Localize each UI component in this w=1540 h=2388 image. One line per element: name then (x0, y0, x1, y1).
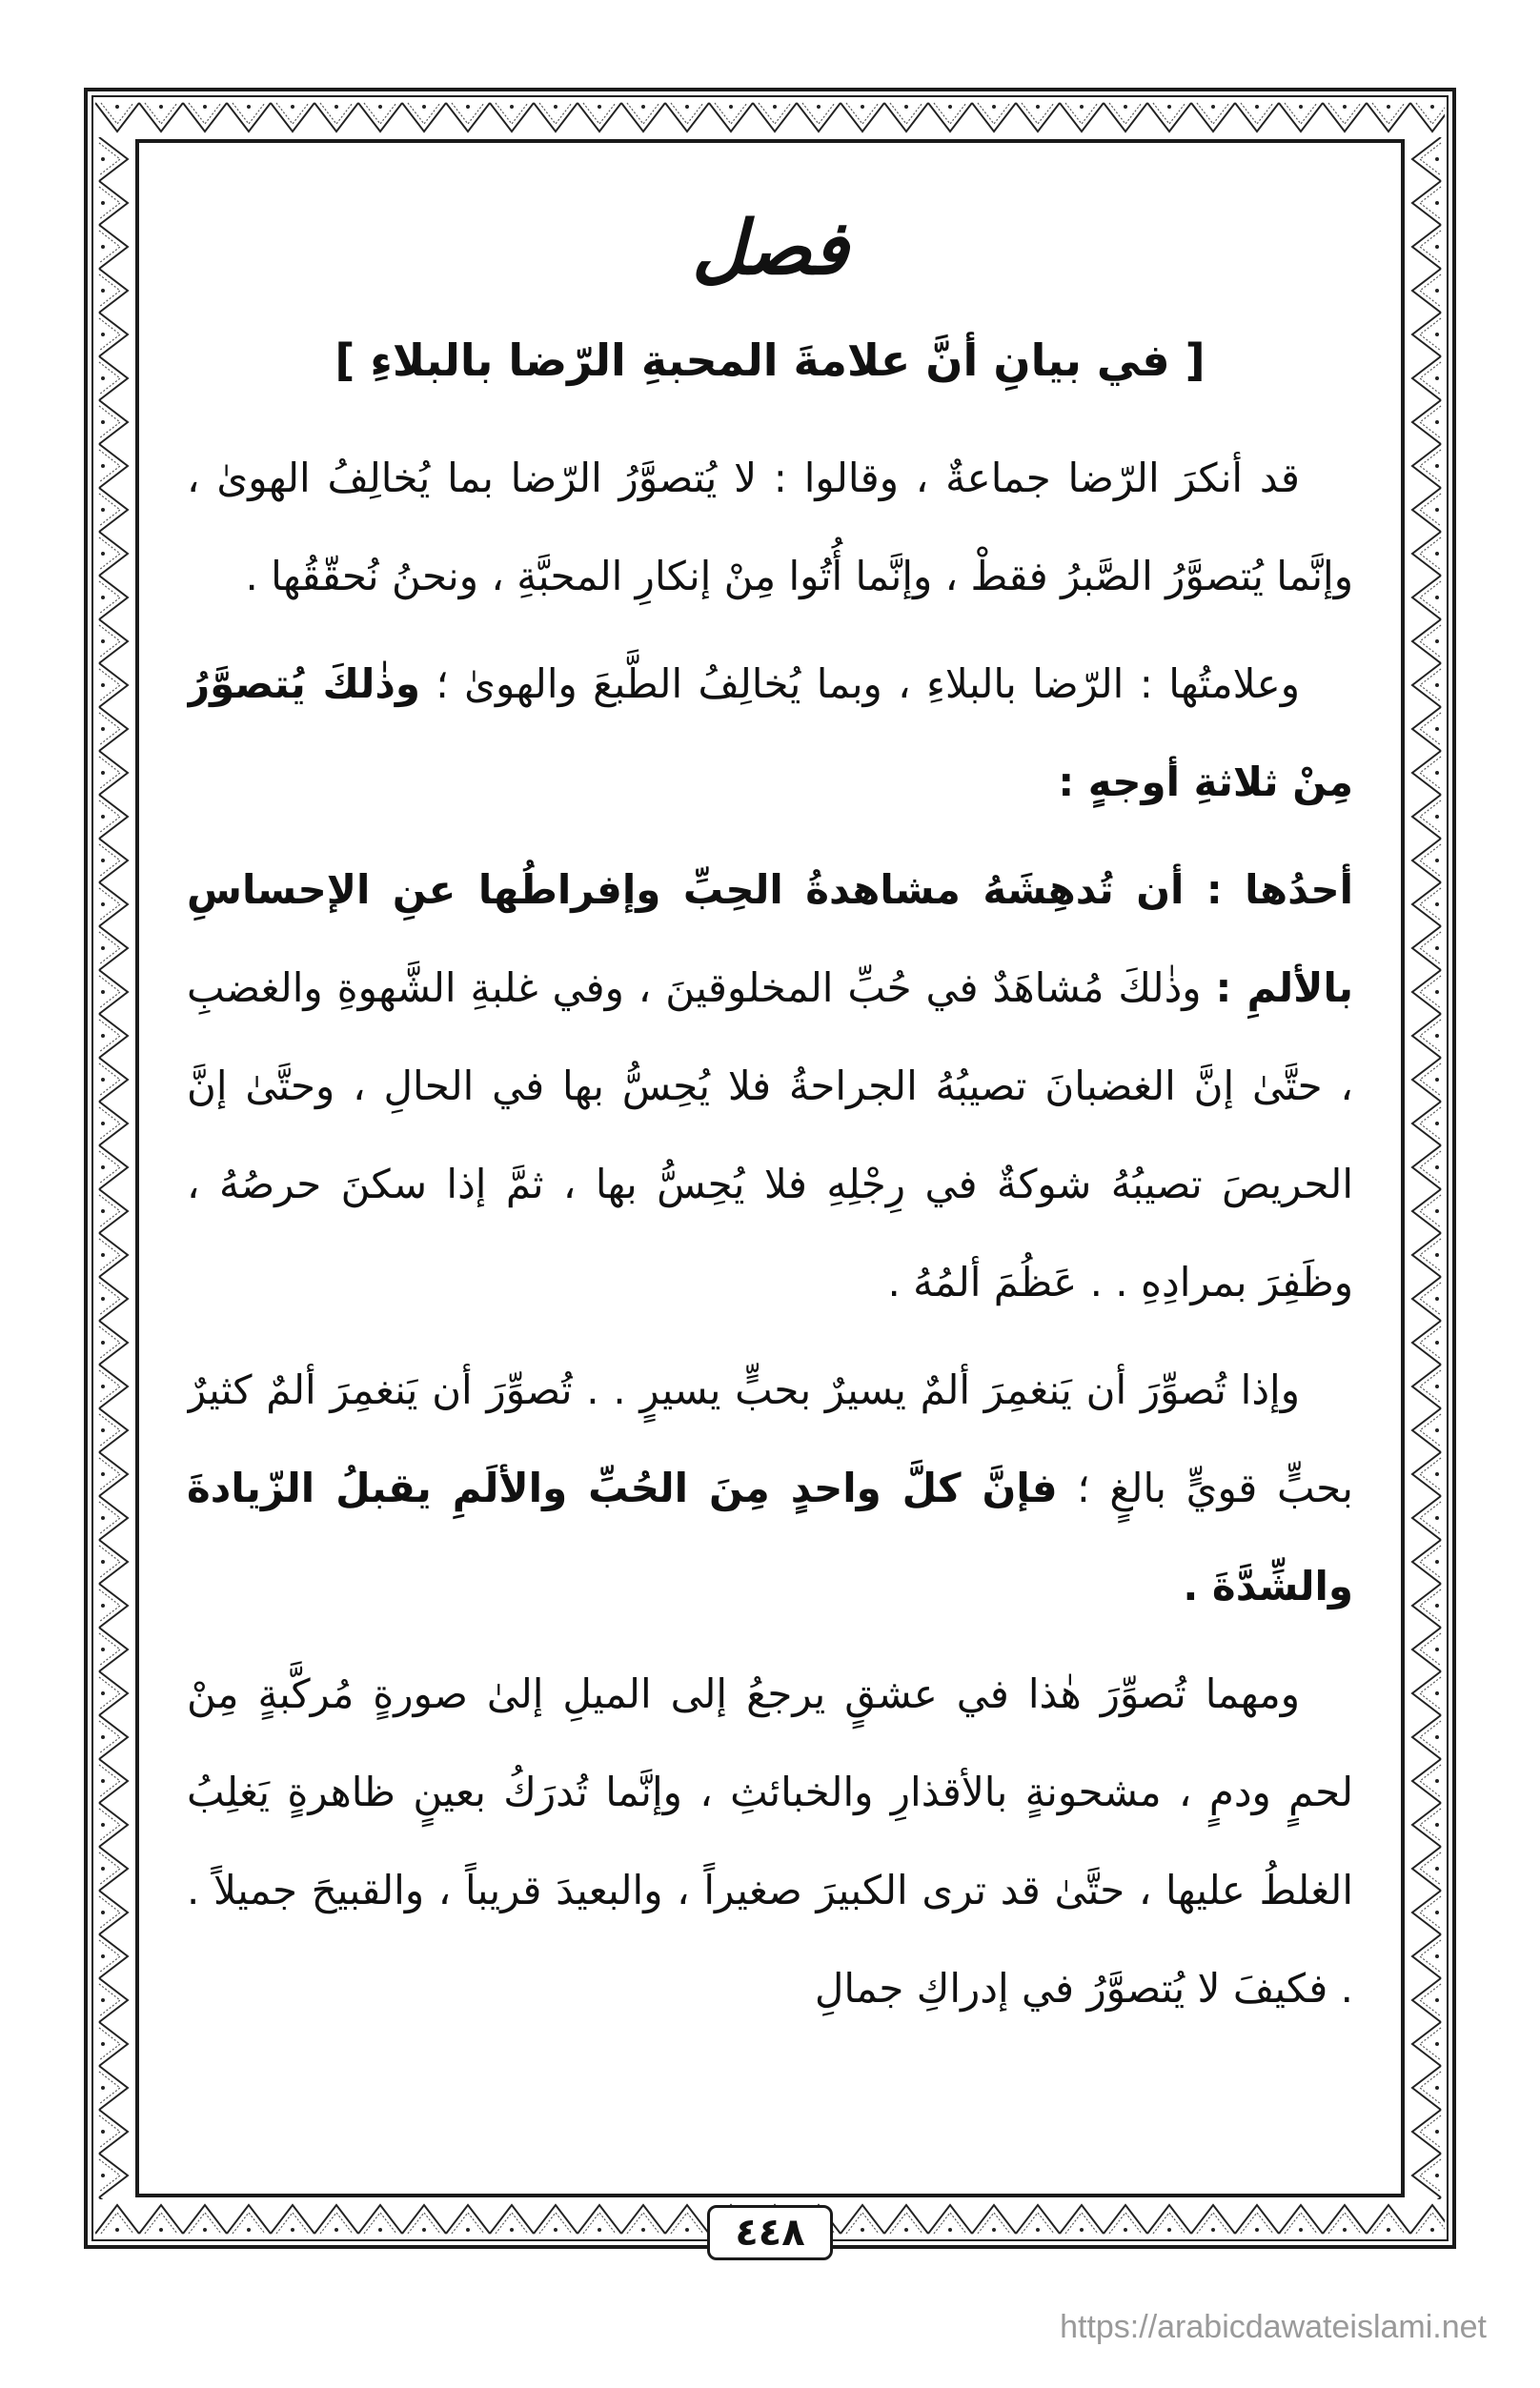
paragraph-bold-tail: وذٰلكَ يُتصوَّرُ مِنْ ثلاثةِ أوجهٍ : (187, 660, 1353, 805)
chapter-title: [ في بيانِ أنَّ علامةَ المحبةِ الرّضا بالبلاءِ ] (334, 334, 1206, 386)
zigzag-ornament-top (95, 99, 1445, 137)
zigzag-ornament-left (95, 137, 133, 2199)
section-heading-calligraphy: فصل (692, 205, 848, 292)
paragraph-text: وإذا تُصوِّرَ أن يَنغمِرَ ألمٌ يسيرٌ بحبٍّ يسيرٍ . . تُصوِّرَ أن يَنغمِرَ ألمٌ كثيرٌ بحبٍّ قويٍّ بالغٍ ؛ (187, 1366, 1353, 1511)
paragraph-bold-lead: أحدُها : أن تُدهِشَهُ مشاهدةُ الحِبِّ وإفراطُها عنِ الإحساسِ بالألمِ : (187, 866, 1353, 1011)
paragraph-4 (187, 1341, 1353, 1635)
paragraph-text: قد أنكرَ الرّضا جماعةٌ ، وقالوا : لا يُتصوَّرُ الرّضا بما يُخالِفُ الهوىٰ ، وإنَّما يُتصوَّرُ الصَّبرُ فقطْ ، وإنَّما أُتُوا مِنْ إنكارِ المحبَّةِ ، ونحنُ نُحقّقُها . (187, 455, 1353, 599)
paragraph-text: وعلامتُها : الرّضا بالبلاءِ ، وبما يُخالِفُ الطَّبعَ والهوىٰ ؛ (420, 660, 1300, 707)
paragraph-bold-tail: فإنَّ كلَّ واحدٍ مِنَ الحُبِّ والألَمِ يقبلُ الزّيادةَ والشِّدَّةَ . (187, 1465, 1353, 1609)
paragraph-text: ومهما تُصوِّرَ هٰذا في عشقٍ يرجعُ إلى الميلِ إلىٰ صورةٍ مُركَّبةٍ مِنْ لحمٍ ودمٍ ، مشحونةٍ بالأقذارِ والخبائثِ ، وإنَّما تُدرَكُ بعينٍ ظاهرةٍ يَغلِبُ الغلطُ عليها ، حتَّىٰ قد ترى الكبيرَ صغيراً ، والبعيدَ قريباً ، والقبيحَ جميلاً . . فكيفَ لا يُتصوَّرُ في إدراكِ جمالِ (187, 1670, 1353, 2012)
body-text (187, 429, 1353, 2173)
zigzag-ornament-right (1407, 137, 1445, 2199)
paragraph-1 (187, 429, 1353, 625)
paragraph-5 (187, 1645, 1353, 2037)
paragraph-3 (187, 840, 1353, 1331)
paragraph-2 (187, 635, 1353, 831)
source-watermark: https://arabicdawateislami.net (1060, 2309, 1487, 2345)
paragraph-text: وذٰلكَ مُشاهَدٌ في حُبِّ المخلوقينَ ، وفي غلبةِ الشَّهوةِ والغضبِ ، حتَّىٰ إنَّ الغضبانَ تصيبُهُ الجراحةُ فلا يُحِسُّ بها في الحالِ ، وحتَّىٰ إنَّ الحريصَ تصيبُهُ شوكةٌ في رِجْلِهِ فلا يُحِسُّ بها ، ثمَّ إذا سكنَ حرصُهُ ، وظَفِرَ بمرادِهِ . . عَظُمَ ألمُهُ . (187, 964, 1353, 1305)
page-number: ٤٤٨ (707, 2205, 833, 2260)
